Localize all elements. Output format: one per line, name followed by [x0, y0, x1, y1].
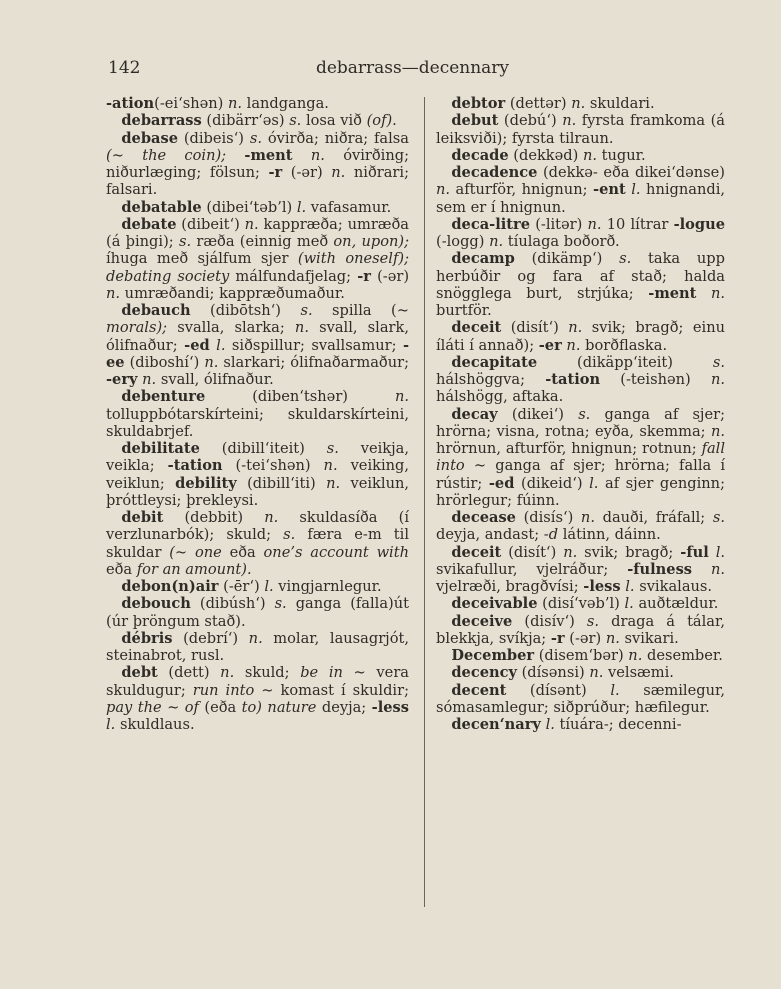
headword: debon(n)air	[121, 578, 219, 595]
headword: -ation	[106, 95, 155, 112]
definition-text: (dekkə- eða dikei‘dənse)	[537, 164, 725, 181]
dictionary-entry	[436, 509, 725, 544]
italic-text: n.	[264, 509, 279, 526]
italic-text: n.	[142, 371, 157, 388]
italic-text: l.	[264, 578, 274, 595]
definition-text: draga á tálar, blekkja, svíkja;	[436, 612, 726, 647]
headword: deca-litre	[451, 215, 531, 233]
headword: debarrass	[121, 112, 202, 130]
definition-text: svik; bragð;	[577, 543, 681, 561]
dictionary-entry	[436, 716, 725, 733]
definition-text: af sjer genginn; hrörlegur; fúinn.	[436, 474, 725, 509]
headword: -ful	[680, 543, 709, 561]
italic-text: n.	[294, 319, 309, 337]
dictionary-entry	[106, 578, 409, 595]
italic-text: n.	[248, 629, 263, 647]
definition-text: óvirðing; niðurlæging; fölsun;	[106, 146, 409, 181]
italic-text: (of).	[366, 112, 397, 130]
headword: decamp	[451, 250, 515, 268]
headword: decay	[451, 405, 498, 423]
definition-text: íhuga með sjálfum sjer	[106, 250, 298, 268]
italic-text: s.	[178, 233, 192, 250]
headword: -ee	[106, 336, 410, 371]
italic-text: l.	[106, 716, 116, 733]
definition-text: burtför.	[436, 302, 492, 319]
definition-text: tolluppbótarskírteini; skuldarskírteini, skuldabrjef.	[106, 405, 409, 440]
definition-text: (disít‘)	[501, 319, 569, 337]
definition-text: afturför, hnignun;	[450, 181, 594, 199]
definition-text: skuldasíða (í verzlunarbók); skuld;	[106, 509, 409, 544]
italic-text: (~ the coin);	[106, 146, 227, 164]
headword: -ed	[184, 336, 210, 354]
dictionary-entry	[436, 95, 725, 112]
definition-text: (dettər)	[505, 95, 572, 112]
dictionary-entry	[436, 544, 725, 596]
dictionary-entry	[436, 595, 725, 612]
definition-text: svik; bragð; einu íláti í annað);	[436, 319, 725, 354]
dictionary-entry	[106, 664, 409, 733]
dictionary-entry	[436, 250, 725, 319]
definition-text: deyja, andast;	[436, 526, 544, 544]
definition-text: (dikäpp‘iteit)	[537, 353, 713, 371]
definition-text: (dibärr‘əs)	[201, 112, 290, 130]
definition-text: auðtældur.	[633, 595, 719, 613]
definition-text: ganga (falla)út (úr þröngum stað).	[106, 595, 409, 630]
definition-text: látinn, dáinn.	[558, 526, 661, 544]
headword: debouch	[121, 595, 191, 613]
definition-text: málfundafjelag;	[229, 267, 358, 285]
definition-text: (-logg)	[436, 233, 490, 250]
definition-text: hnignandi, sem er í hnignun.	[436, 181, 726, 216]
definition-text: (dibill‘iteit)	[199, 440, 327, 457]
definition-text: hálshöggva;	[436, 371, 546, 388]
definition-text: svikari.	[619, 629, 679, 647]
italic-text: n.	[710, 371, 725, 388]
definition-text	[709, 544, 716, 561]
definition-text: (diben‘tshər)	[205, 388, 395, 406]
headword: -ed	[488, 474, 515, 492]
italic-text: n.	[489, 233, 504, 250]
definition-text: losa við	[301, 112, 367, 130]
column-divider	[424, 97, 425, 907]
headword: December	[451, 647, 535, 664]
definition-text: svikafullur, vjelráður;	[436, 560, 628, 578]
italic-text: for an amount).	[136, 560, 252, 578]
italic-text: n.	[571, 95, 586, 112]
headword: -fulness	[627, 560, 693, 578]
definition-text: (disís‘)	[515, 509, 581, 526]
headword: -less	[583, 578, 621, 595]
definition-text: umræðandi; kappræðumaður.	[120, 284, 345, 302]
definition-text	[293, 147, 311, 164]
definition-text: skuldlaus.	[115, 716, 195, 733]
headword: -r	[268, 164, 283, 181]
headword: decen‘nary	[451, 716, 541, 733]
definition-text: (eða	[198, 698, 242, 716]
definition-text: veiklun, þróttleysi; þrekleysi.	[106, 474, 410, 509]
headword: debauch	[121, 302, 191, 319]
definition-text: veiking, veiklun;	[106, 457, 410, 492]
italic-text: l.	[625, 578, 635, 595]
headword: decent	[451, 681, 507, 699]
headword: decade	[451, 146, 509, 164]
italic-text: n.	[227, 95, 243, 112]
italic-text: n.	[710, 422, 725, 440]
dictionary-entry	[436, 354, 725, 406]
definition-text: svalla, slarka;	[167, 319, 295, 337]
definition-text: (diboshí‘)	[124, 353, 205, 371]
dictionary-entry	[436, 164, 725, 216]
italic-text: n.	[710, 560, 725, 578]
italic-text: n.	[566, 336, 581, 354]
definition-text: svikalaus.	[634, 578, 713, 595]
definition-text: veikja, veikla;	[106, 440, 409, 475]
definition-text: 10 lítrar	[601, 215, 674, 233]
dictionary-entry	[106, 216, 409, 302]
definition-text	[696, 285, 711, 302]
definition-text: eða	[221, 543, 264, 561]
italic-text: s.	[326, 440, 339, 457]
dictionary-entry	[106, 302, 409, 388]
definition-text: tugur.	[597, 146, 646, 164]
italic-text: n.	[589, 664, 604, 682]
definition-text: vafasamur.	[306, 198, 392, 216]
definition-text: (-ei‘shən)	[154, 95, 228, 112]
definition-text: dauði, fráfall;	[594, 509, 713, 526]
definition-text: vingjarnlegur.	[273, 578, 382, 595]
dictionary-entry	[106, 199, 409, 216]
italic-text: l.	[296, 198, 307, 216]
dictionary-entry	[436, 613, 725, 648]
dictionary-entry	[106, 95, 409, 112]
italic-text: (with oneself); debating society	[106, 250, 409, 285]
dictionary-entry	[106, 440, 409, 509]
definition-text: (dikämp‘)	[514, 250, 620, 268]
italic-text: be in ~	[300, 664, 366, 682]
definition-text	[226, 147, 244, 164]
italic-text: n.	[568, 319, 583, 337]
headword: -r	[550, 629, 565, 647]
definition-text: (debrí‘)	[172, 629, 249, 647]
definition-text: sæmilegur, sómasamlegur; siðprúður; hæfilegur.	[436, 681, 725, 716]
running-head	[105, 58, 720, 84]
definition-text: vjelræði, bragðvísi;	[436, 578, 584, 595]
headword: -logue	[673, 215, 725, 233]
italic-text: n.	[587, 215, 602, 233]
italic-text: one’s account with	[263, 543, 409, 561]
headword: deceive	[451, 612, 513, 630]
definition-text: eða	[106, 560, 137, 578]
running-title: debarrass—decennary	[315, 58, 510, 78]
definition-text: (disem‘bər)	[534, 647, 629, 664]
definition-text: (-ər)	[564, 629, 606, 647]
headword: -ery	[106, 371, 138, 388]
definition-text: (dikei‘)	[497, 405, 579, 423]
italic-text: l.	[216, 336, 226, 354]
italic-text: l.	[589, 474, 599, 492]
dictionary-entry	[436, 664, 725, 681]
headword: -ment	[244, 146, 293, 164]
headword: debilitate	[121, 440, 200, 457]
definition-text: hálshögg, aftaka.	[436, 388, 564, 406]
definition-text: komast í skuldir;	[273, 681, 409, 699]
italic-text: s.	[289, 112, 302, 130]
italic-text: s.	[249, 129, 262, 147]
definition-text: (dibeis‘)	[177, 129, 250, 147]
italic-text: s.	[586, 612, 600, 630]
definition-text: færa e-m til skuldar	[106, 526, 409, 561]
dictionary-entry	[106, 509, 409, 578]
headword: decease	[451, 509, 516, 526]
definition-text: (dikeid‘)	[514, 474, 590, 492]
definition-text: (dibeit‘)	[176, 215, 245, 233]
dictionary-entry	[106, 595, 409, 630]
italic-text: s.	[578, 405, 591, 423]
dictionary-entry	[436, 216, 725, 251]
italic-text: -d	[543, 526, 559, 544]
definition-text: fyrsta framkoma (á leiksviði); fyrsta tilraun.	[436, 112, 725, 147]
headword: decapitate	[451, 353, 538, 371]
headword: -tation	[545, 371, 601, 388]
definition-text: svall, slark, ólifnaður;	[106, 319, 409, 354]
italic-text: n.	[326, 474, 341, 492]
definition-text: (dibúsh‘)	[190, 595, 275, 613]
definition-text: (disí‘vəb’l)	[537, 595, 625, 613]
italic-text: (~ one	[169, 543, 222, 561]
definition-text: niðrari; falsari.	[106, 164, 409, 199]
dictionary-entry	[436, 406, 725, 510]
dictionary-entry	[436, 147, 725, 164]
italic-text: n.	[628, 647, 643, 664]
italic-text: ~ morals);	[106, 302, 409, 337]
italic-text: n.	[710, 284, 725, 302]
definition-text: (dibei‘təb’l)	[201, 198, 297, 216]
italic-text: n.	[244, 215, 259, 233]
headword: -tation	[167, 457, 223, 475]
dictionary-entry	[436, 112, 725, 147]
definition-text: (dett)	[157, 664, 221, 682]
italic-text: n.	[605, 629, 620, 647]
definition-text: siðspillur; svallsamur;	[225, 336, 403, 354]
definition-text: (-teishən)	[600, 371, 711, 388]
definition-text: ganga af sjer; hrörna; visna, rotna; eyða, skemma;	[436, 405, 725, 440]
italic-text: n.	[580, 509, 595, 526]
italic-text: s.	[274, 595, 287, 613]
italic-text: n.	[562, 112, 577, 130]
dictionary-entry	[436, 319, 725, 354]
definition-text: desember.	[642, 647, 723, 664]
italic-text: l.	[715, 543, 726, 561]
definition-text: ræða (einnig með	[191, 233, 334, 250]
definition-text: kappræða; umræða (á þingi);	[106, 215, 409, 250]
headword: -r	[357, 267, 371, 285]
italic-text: n.	[331, 164, 346, 181]
definition-text: borðflaska.	[580, 336, 668, 354]
definition-text: (dísənt)	[506, 681, 611, 699]
definition-text: (dibill‘iti)	[236, 474, 327, 492]
page-number: 142	[108, 58, 141, 78]
definition-text: spilla (	[312, 302, 397, 319]
headword: débris	[121, 629, 173, 647]
definition-text: molar, lausagrjót, steinabrot, rusl.	[106, 629, 409, 664]
definition-text: (-ēr‘)	[218, 578, 265, 595]
headword: debit	[121, 509, 164, 526]
headword: -er	[538, 336, 562, 354]
headword: debtor	[451, 95, 506, 112]
dictionary-entry	[436, 682, 725, 717]
definition-text: (-litər)	[530, 215, 588, 233]
italic-text: n.	[323, 457, 338, 475]
italic-text: n.	[310, 146, 325, 164]
italic-text: s.	[619, 250, 632, 268]
definition-text: skuld;	[234, 664, 301, 682]
definition-text: (disív‘)	[512, 612, 587, 630]
italic-text: n.	[436, 181, 451, 199]
definition-text: tíuára-; decenni-	[554, 716, 682, 733]
headword: decency	[451, 664, 517, 682]
headword: debate	[121, 215, 177, 233]
definition-text: svall, ólifnaður.	[156, 371, 274, 388]
headword: -less	[371, 698, 409, 716]
definition-text: velsæmi.	[603, 664, 674, 682]
definition-text: hrörnun, afturför, hnignun; rotnun;	[436, 440, 702, 457]
italic-text: s.	[283, 526, 296, 544]
italic-text: n.	[106, 284, 121, 302]
italic-text: on, upon);	[333, 233, 410, 250]
dictionary-entry	[106, 112, 409, 129]
dictionary-entry	[106, 388, 409, 440]
right-column	[436, 95, 725, 733]
italic-text: pay the ~ of	[106, 698, 199, 716]
definition-text: (dibōtsh‘)	[190, 302, 301, 319]
italic-text: n.	[204, 353, 219, 371]
dictionary-entry	[436, 647, 725, 664]
definition-text: vera skuldugur;	[106, 664, 409, 699]
italic-text: n.	[563, 543, 578, 561]
definition-text: ganga af sjer; hrörna; falla í rústir;	[436, 457, 725, 492]
italic-text: run into ~	[192, 681, 274, 699]
definition-text: (-tei‘shən)	[222, 457, 324, 475]
dictionary-entry	[106, 130, 409, 199]
italic-text: s.	[712, 353, 725, 371]
italic-text: n.	[220, 664, 235, 682]
definition-text: (dísənsi)	[516, 664, 590, 682]
left-column	[106, 95, 409, 733]
headword: -ent	[593, 181, 626, 199]
headword: deceit	[451, 319, 502, 337]
headword: debt	[121, 664, 158, 682]
italic-text: l.	[545, 716, 555, 733]
italic-text: n.	[394, 388, 409, 406]
definition-text	[692, 561, 711, 578]
headword: decadence	[451, 164, 538, 181]
definition-text: (disít‘)	[501, 543, 564, 561]
headword: debenture	[121, 388, 206, 406]
headword: -ment	[648, 284, 697, 302]
definition-text: (debú‘)	[498, 112, 563, 130]
italic-text: n.	[582, 146, 598, 164]
definition-text: slarkari; ólifnaðarmaður;	[218, 353, 410, 371]
italic-text: s.	[712, 509, 725, 526]
headword: debatable	[121, 198, 202, 216]
definition-text: (-ər)	[282, 164, 332, 181]
headword: debut	[451, 112, 499, 130]
italic-text: l.	[624, 595, 634, 613]
headword: debility	[175, 474, 237, 492]
italic-text: fall into ~	[436, 440, 725, 475]
definition-text: (-ər)	[370, 267, 410, 285]
headword: debase	[121, 129, 178, 147]
definition-text: landganga.	[242, 95, 329, 112]
headword: deceit	[451, 543, 502, 561]
definition-text: deyja;	[316, 698, 372, 716]
definition-text: (debbit)	[163, 509, 265, 526]
definition-text: óvirða; niðra; falsa	[261, 129, 409, 147]
italic-text: to) nature	[241, 698, 317, 716]
definition-text: tíulaga boðorð.	[503, 233, 620, 250]
italic-text: l.	[610, 681, 620, 699]
italic-text: l.	[631, 181, 641, 199]
definition-text: taka upp herbúðir og fara af stað; halda snögglega burt, strjúka;	[436, 250, 725, 302]
dictionary-entry	[106, 630, 409, 665]
definition-text: skuldari.	[585, 95, 655, 112]
definition-text: (dekkəd)	[508, 146, 583, 164]
headword: deceivable	[451, 595, 538, 613]
italic-text: s.	[300, 302, 313, 319]
